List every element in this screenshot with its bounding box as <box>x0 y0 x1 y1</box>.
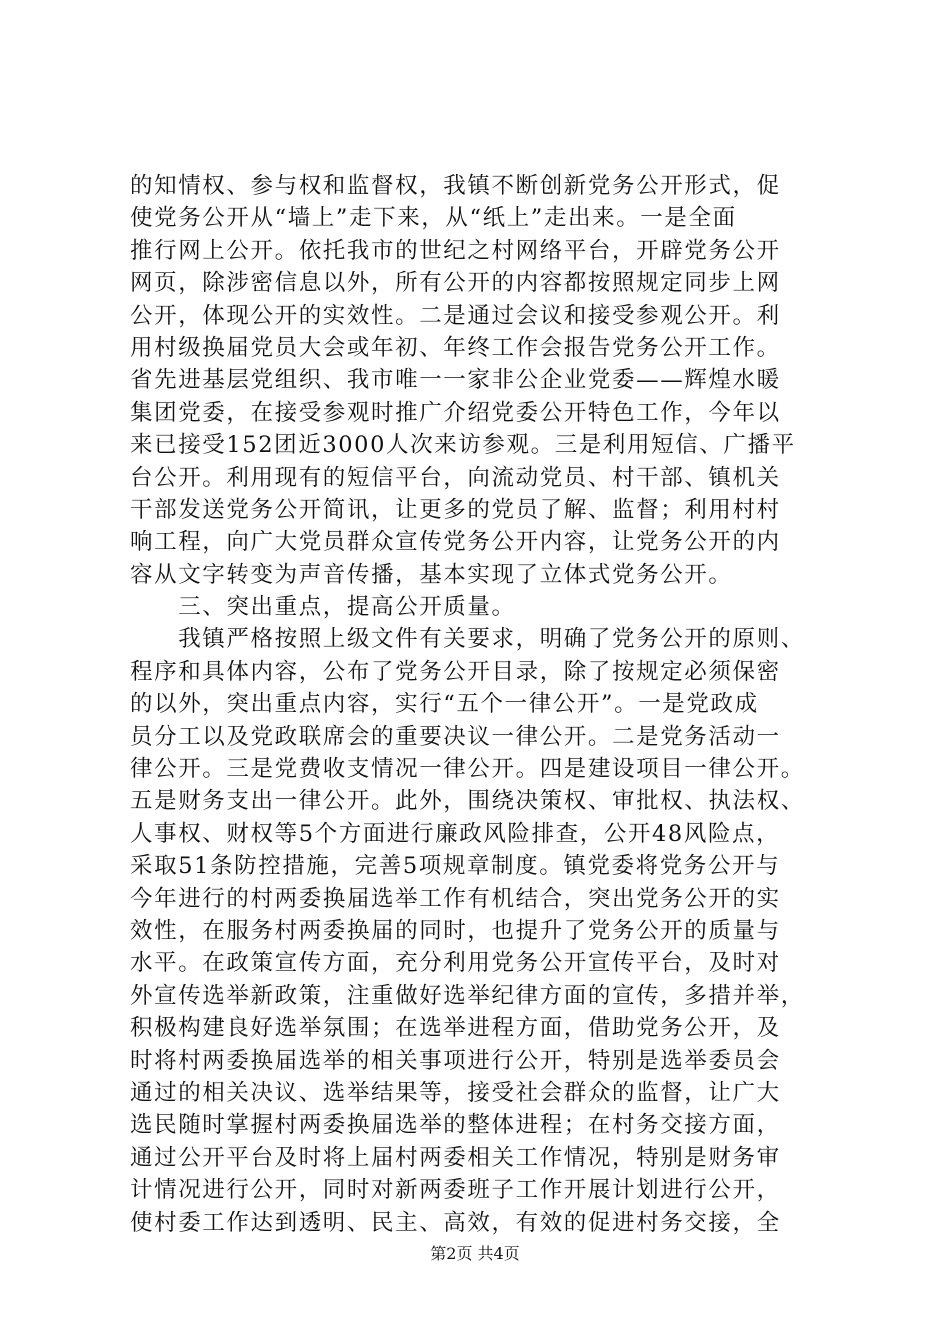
text-line: 网页，除涉密信息以外，所有公开的内容都按照规定同步上网 <box>130 270 781 297</box>
text-line: 选民随时掌握村两委换届选举的整体进程；在村务交接方面， <box>130 1112 781 1139</box>
text-line: 用村级换届党员大会或年初、年终工作会报告党务公开工作。 <box>130 334 781 361</box>
text-line: 外宣传选举新政策，注重做好选举纪律方面的宣传，多措并举， <box>130 982 805 1009</box>
body-text <box>130 170 830 1239</box>
text-line: 计情况进行公开，同时对新两委班子工作开展计划进行公开， <box>130 1177 781 1204</box>
text-line: 今年进行的村两委换届选举工作有机结合，突出党务公开的实 <box>130 885 781 912</box>
text-line: 响工程，向广大党员群众宣传党务公开内容，让党务公开的内 <box>130 529 781 556</box>
text-line: 台公开。利用现有的短信平台，向流动党员、村干部、镇机关 <box>130 464 781 491</box>
text-line: 水平。在政策宣传方面，充分利用党务公开宣传平台，及时对 <box>130 950 781 977</box>
text-line: 的以外，突出重点内容，实行“五个一律公开”。一是党政成 <box>130 691 759 718</box>
text-line: 省先进基层党组织、我市唯一一家非公企业党委——辉煌水暖 <box>130 367 781 394</box>
text-line: 时将村两委换届选举的相关事项进行公开，特别是选举委员会 <box>130 1047 781 1074</box>
text-line: 容从文字转变为声音传播，基本实现了立体式党务公开。 <box>130 561 733 588</box>
text-line: 人事权、财权等5个方面进行廉政风险排查，公开48风险点， <box>130 820 781 847</box>
text-line: 五是财务支出一律公开。此外，围绕决策权、审批权、执法权、 <box>130 788 805 815</box>
text-line: 来已接受152团近3000人次来访参观。三是利用短信、广播平 <box>130 432 796 459</box>
text-line: 采取51条防控措施，完善5项规章制度。镇党委将党务公开与 <box>130 853 781 880</box>
text-line: 效性，在服务村两委换届的同时，也提升了党务公开的质量与 <box>130 917 781 944</box>
text-line: 我镇严格按照上级文件有关要求，明确了党务公开的原则、 <box>130 626 805 653</box>
page-footer: 第2页 共4页 <box>430 1244 520 1263</box>
text-line: 三、突出重点，提高公开质量。 <box>130 594 516 621</box>
text-line: 员分工以及党政联席会的重要决议一律公开。二是党务活动一 <box>130 723 781 750</box>
text-line: 通过公开平台及时将上届村两委相关工作情况，特别是财务审 <box>130 1144 781 1171</box>
text-line: 使村委工作达到透明、民主、高效，有效的促进村务交接，全 <box>130 1209 781 1236</box>
text-line: 干部发送党务公开简讯，让更多的党员了解、监督；利用村村 <box>130 496 781 523</box>
text-line: 的知情权、参与权和监督权，我镇不断创新党务公开形式，促 <box>130 173 781 199</box>
text-line: 律公开。三是党费收支情况一律公开。四是建设项目一律公开。 <box>130 756 805 783</box>
text-line: 集团党委，在接受参观时推广介绍党委公开特色工作，今年以 <box>130 399 781 426</box>
text-line: 使党务公开从“墙上”走下来，从“纸上”走出来。一是全面 <box>130 205 737 232</box>
text-line: 通过的相关决议、选举结果等，接受社会群众的监督，让广大 <box>130 1079 781 1106</box>
text-line: 推行网上公开。依托我市的世纪之村网络平台，开辟党务公开 <box>130 237 781 264</box>
text-line: 积极构建良好选举氛围；在选举进程方面，借助党务公开，及 <box>130 1015 781 1042</box>
text-line: 程序和具体内容，公布了党务公开目录，除了按规定必须保密 <box>130 658 781 685</box>
text-line: 公开，体现公开的实效性。二是通过会议和接受参观公开。利 <box>130 302 781 329</box>
